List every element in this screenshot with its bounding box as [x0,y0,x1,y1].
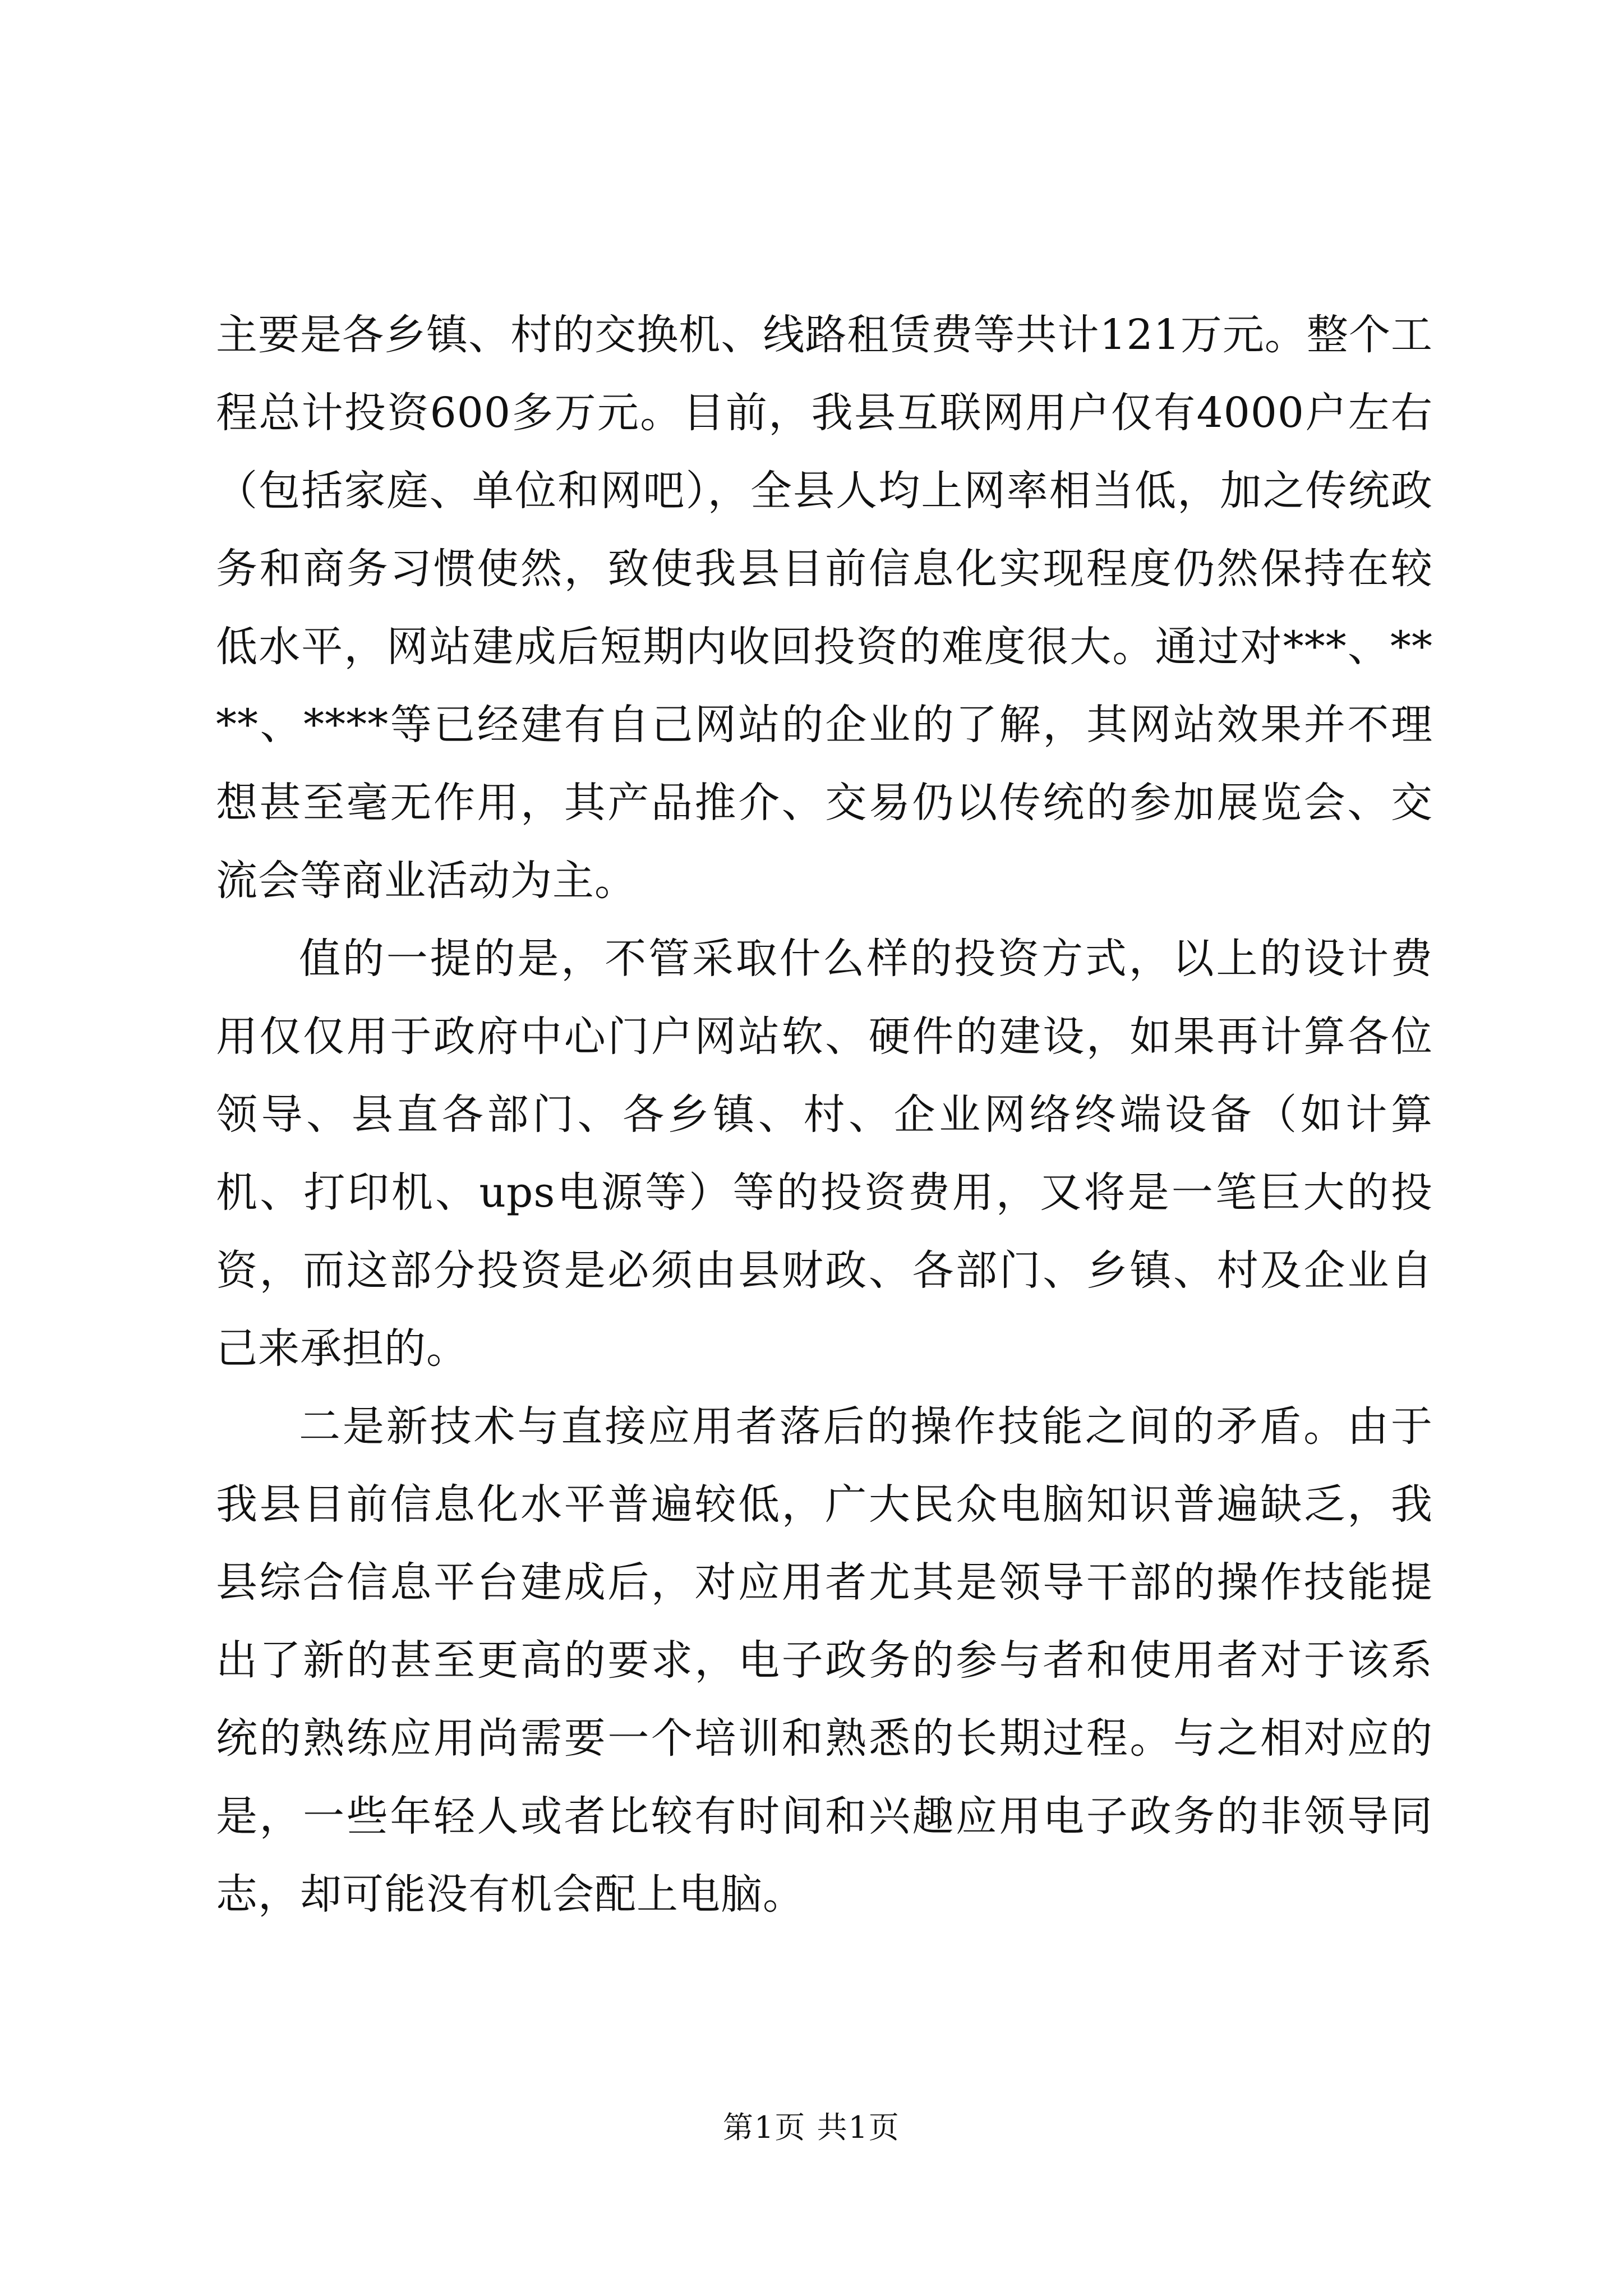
paragraph-investment-note: 值的一提的是，不管采取什么样的投资方式，以上的设计费用仅仅用于政府中心门户网站软、硬件的建设，如果再计算各位领导、县直各部门、各乡镇、村、企业网络终端设备（如计算机、打印机、ups电源等）等的投资费用，又将是一笔巨大的投资，而这部分投资是必须由县财政、各部门、乡镇、村及企业自己来承担的。 [216,935,1433,1373]
document-body [216,296,1433,1934]
paragraph-continuation: 主要是各乡镇、村的交换机、线路租赁费等共计121万元。整个工程总计投资600多万元。目前，我县互联网用户仅有4000户左右（包括家庭、单位和网吧），全县人均上网率相当低，加之传统政务和商务习惯使然，致使我县目前信息化实现程度仍然保持在较低水平，网站建成后短期内收回投资的难度很大。通过对***、****、****等已经建有自己网站的企业的了解，其网站效果并不理想甚至毫无作用，其产品推介、交易仍以传统的参加展览会、交流会等商业活动为主。 [216,311,1433,905]
page-number-footer: 第1页 共1页 [723,2110,900,2145]
paragraph-skills-contradiction: 二是新技术与直接应用者落后的操作技能之间的矛盾。由于我县目前信息化水平普遍较低，广大民众电脑知识普遍缺乏，我县综合信息平台建成后，对应用者尤其是领导干部的操作技能提出了新的甚至更高的要求，电子政务的参与者和使用者对于该系统的熟练应用尚需要一个培训和熟悉的长期过程。与之相对应的是，一些年轻人或者比较有时间和兴趣应用电子政务的非领导同志，却可能没有机会配上电脑。 [216,1402,1433,1918]
